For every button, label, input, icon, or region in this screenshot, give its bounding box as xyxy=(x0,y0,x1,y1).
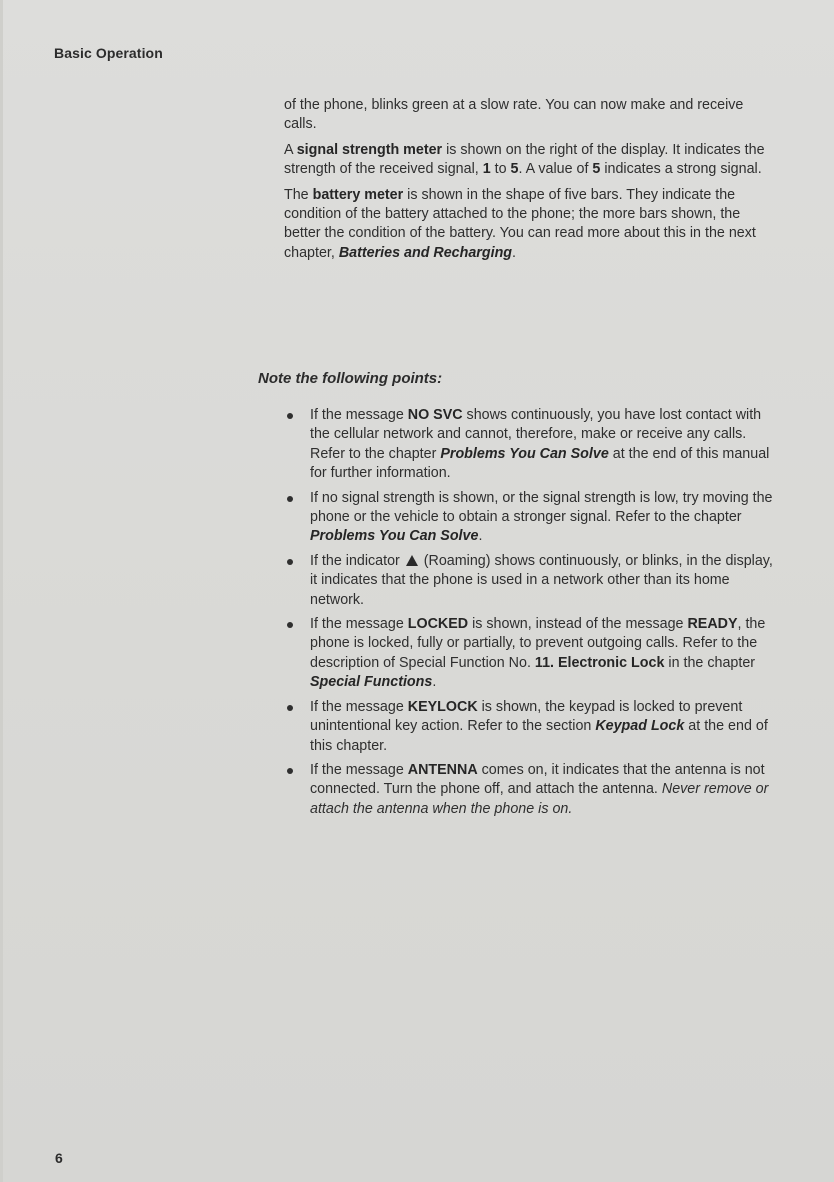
chapter-reference: Batteries and Recharging xyxy=(338,244,513,261)
note-list xyxy=(286,406,774,824)
bullet-icon xyxy=(287,705,293,711)
term-battery-meter: battery meter xyxy=(312,186,404,203)
term-signal-strength-meter: signal strength meter xyxy=(296,141,443,158)
list-item: If the message LOCKED is shown, instead of the message READY, the phone is locked, fully or partially, to prevent outgoing calls. Refer to the description of Special Function No. 11. Electronic Lock in the chapter Special Functions. xyxy=(286,615,774,693)
paragraph-call-ready: of the phone, blinks green at a slow rate. You can now make and receive calls. xyxy=(284,97,744,133)
list-item: If the message ANTENNA comes on, it indicates that the antenna is not connected. Turn the phone off, and attach the antenna. Never remove or attach the antenna when the phone is on. xyxy=(286,761,774,819)
bullet-icon xyxy=(287,413,293,419)
bullet-icon xyxy=(287,622,293,628)
paragraph-battery-meter: The battery meter is shown in the shape of five bars. They indicate the condition of the battery attached to the phone; the more bars shown, the better the condition of the battery. You can read more about this in the next chapter, Batteries and Recharging. xyxy=(284,186,756,261)
bullet-icon xyxy=(287,768,293,774)
list-item: If no signal strength is shown, or the signal strength is low, try moving the phone or the vehicle to obtain a stronger signal. Refer to the chapter Problems You Can Solve. xyxy=(286,489,774,547)
bullet-icon xyxy=(287,559,293,565)
intro-text xyxy=(284,96,774,269)
section-header: Basic Operation xyxy=(54,45,163,61)
list-item: If the indicator (Roaming) shows continuously, or blinks, in the display, it indicates that the phone is used in a network other than its home network. xyxy=(286,552,774,610)
bullet-icon xyxy=(287,496,293,502)
paragraph-signal-meter: A signal strength meter is shown on the right of the display. It indicates the strength of the received signal, 1 to 5. A value of 5 indicates a strong signal. xyxy=(284,141,765,178)
page-edge xyxy=(0,0,3,1182)
page-number: 6 xyxy=(55,1150,63,1166)
list-item: If the message NO SVC shows continuously, you have lost contact with the cellular network and cannot, therefore, make or receive any calls. Refer to the chapter Problems You Can Solve at the end of this manual for further information. xyxy=(286,406,774,484)
list-item: If the message KEYLOCK is shown, the keypad is locked to prevent unintentional key action. Refer to the section Keypad Lock at the end of this chapter. xyxy=(286,698,774,756)
roaming-triangle-icon xyxy=(406,555,418,566)
note-heading: Note the following points: xyxy=(258,370,443,387)
